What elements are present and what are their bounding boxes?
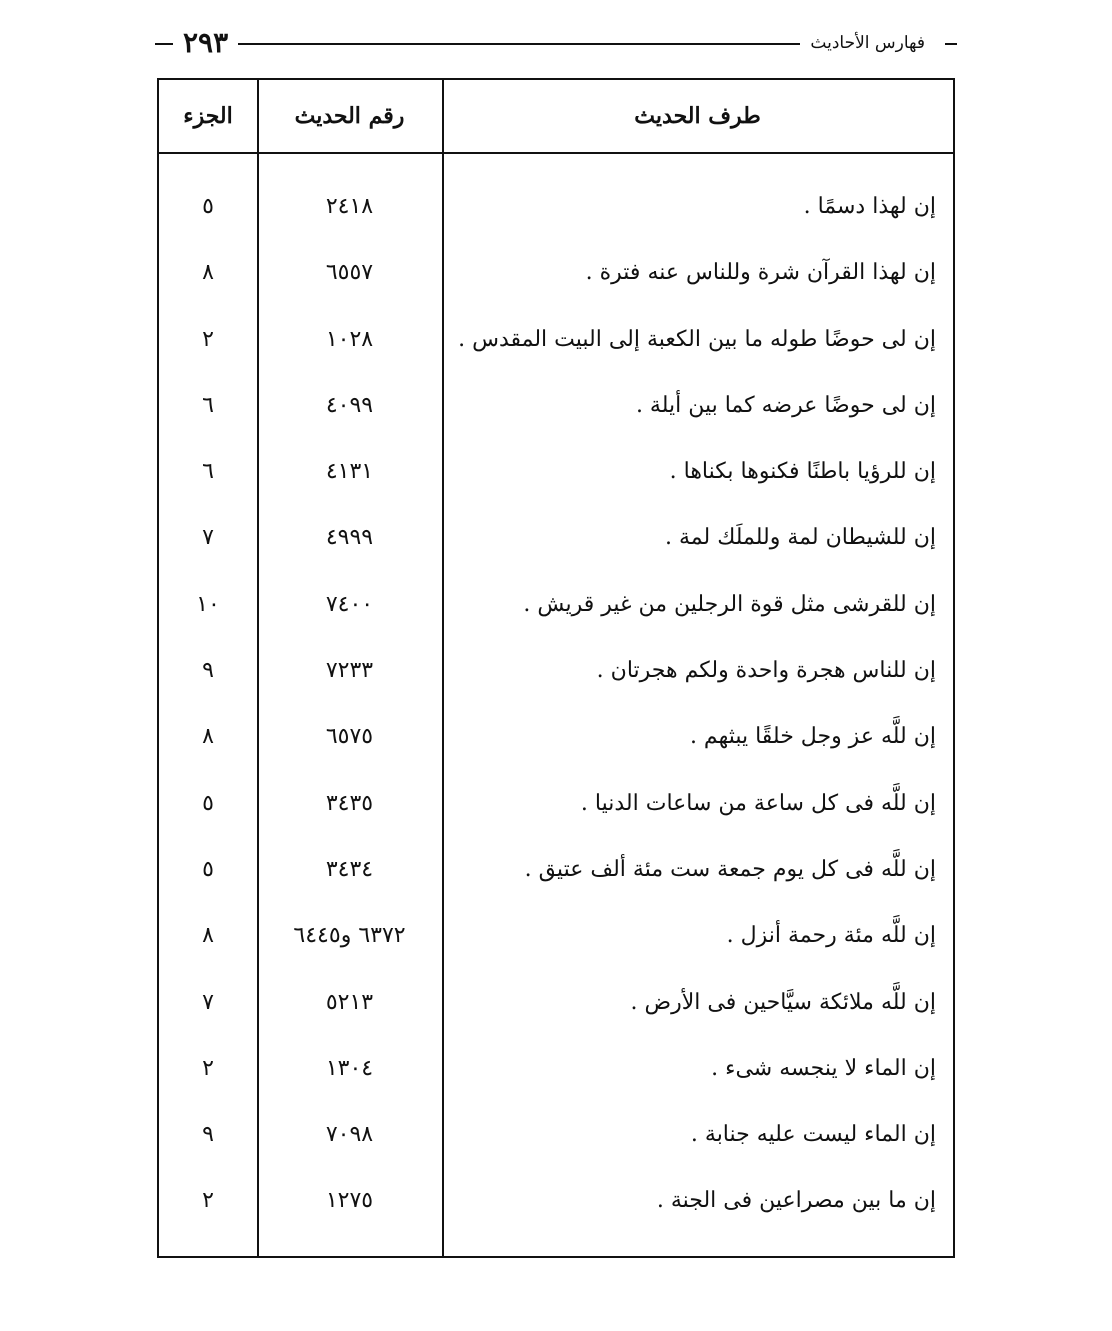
hadith-number: ٧٤٠٠ [325,591,374,617]
table-row [159,837,953,903]
running-title: فهارس الأحاديث [800,30,935,56]
hadith-number: ٥٢١٣ [325,989,374,1015]
table-row [159,1036,953,1102]
header-hadith-number: رقم الحديث [294,103,405,129]
volume-number: ٩ [202,1122,214,1148]
hadith-text: إن للقرشى مثل قوة الرجلين من غير قريش . [523,591,936,617]
volume-number: ٥ [202,194,214,219]
volume-number: ٨ [202,724,214,750]
hadith-number: ٦٣٧٢ و٦٤٤٥ [293,923,406,949]
header-volume: الجزء [183,103,233,129]
page-number: ٢٩٣ [173,28,238,58]
hadith-number: ٣٤٣٤ [325,856,374,882]
volume-number: ٨ [202,923,214,949]
hadith-text: إن للَّه ملائكة سيَّاحين فى الأرض . [630,989,936,1015]
hadith-index-table [157,78,955,1258]
table-row [159,1102,953,1168]
hadith-number: ١٢٧٥ [325,1188,374,1214]
table-row [159,240,953,306]
hadith-text: إن لهذا دسمًا . [803,194,936,219]
table-row [159,439,953,505]
table-row [159,373,953,439]
hadith-text: إن للناس هجرة واحدة ولكم هجرتان . [596,658,936,684]
hadith-text: إن الماء لا ينجسه شىء . [711,1055,936,1081]
hadith-text: إن لهذا القرآن شرة وللناس عنه فترة . [585,260,936,286]
hadith-number: ٧٢٣٣ [325,658,374,684]
table-row [159,505,953,571]
volume-number: ٦ [202,392,214,418]
hadith-text: إن للَّه عز وجل خلقًا يبثهم . [689,724,936,750]
table-row [159,638,953,704]
hadith-text: إن للَّه فى كل ساعة من ساعات الدنيا . [580,790,936,816]
hadith-text: إن للَّه فى كل يوم جمعة ست مئة ألف عتيق . [524,856,936,882]
hadith-text: إن لى حوضًا عرضه كما بين أيلة . [635,392,936,418]
table-row [159,1168,953,1234]
header-hadith-text: طرف الحديث [634,103,761,129]
hadith-number: ١٠٢٨ [325,326,374,352]
header-dash [933,28,957,58]
table-row [159,771,953,837]
table-row [159,572,953,638]
volume-number: ٢ [202,326,214,352]
table-row [159,903,953,969]
table-body [159,174,953,1235]
hadith-text: إن للرؤيا باطنًا فكنوها بكناها . [669,459,936,485]
hadith-text: إن ما بين مصراعين فى الجنة . [656,1188,936,1214]
hadith-number: ٤١٣١ [325,459,374,485]
table-row [159,970,953,1036]
volume-number: ٩ [202,658,214,684]
volume-number: ٢ [202,1055,214,1081]
volume-number: ٥ [202,790,214,816]
hadith-number: ٢٤١٨ [325,194,374,219]
table-row [159,174,953,240]
hadith-number: ٤٠٩٩ [325,392,374,418]
table-header-row [159,80,953,154]
hadith-number: ١٣٠٤ [325,1055,374,1081]
page-header [155,28,957,58]
hadith-number: ٣٤٣٥ [325,790,374,816]
volume-number: ٧ [202,989,214,1015]
volume-number: ٧ [202,525,214,551]
hadith-text: إن لى حوضًا طوله ما بين الكعبة إلى البيت المقدس . [458,326,936,352]
volume-number: ٢ [202,1188,214,1214]
volume-number: ١٠ [196,591,220,617]
table-row [159,704,953,770]
hadith-text: إن للَّه مئة رحمة أنزل . [726,923,936,949]
volume-number: ٥ [202,856,214,882]
hadith-number: ٤٩٩٩ [325,525,374,551]
volume-number: ٨ [202,260,214,286]
hadith-number: ٦٥٥٧ [325,260,374,286]
volume-number: ٦ [202,459,214,485]
hadith-number: ٧٠٩٨ [325,1122,374,1148]
table-row [159,307,953,373]
hadith-text: إن الماء ليست عليه جنابة . [690,1122,936,1148]
hadith-number: ٦٥٧٥ [325,724,374,750]
hadith-text: إن للشيطان لمة وللملَك لمة . [665,525,936,551]
